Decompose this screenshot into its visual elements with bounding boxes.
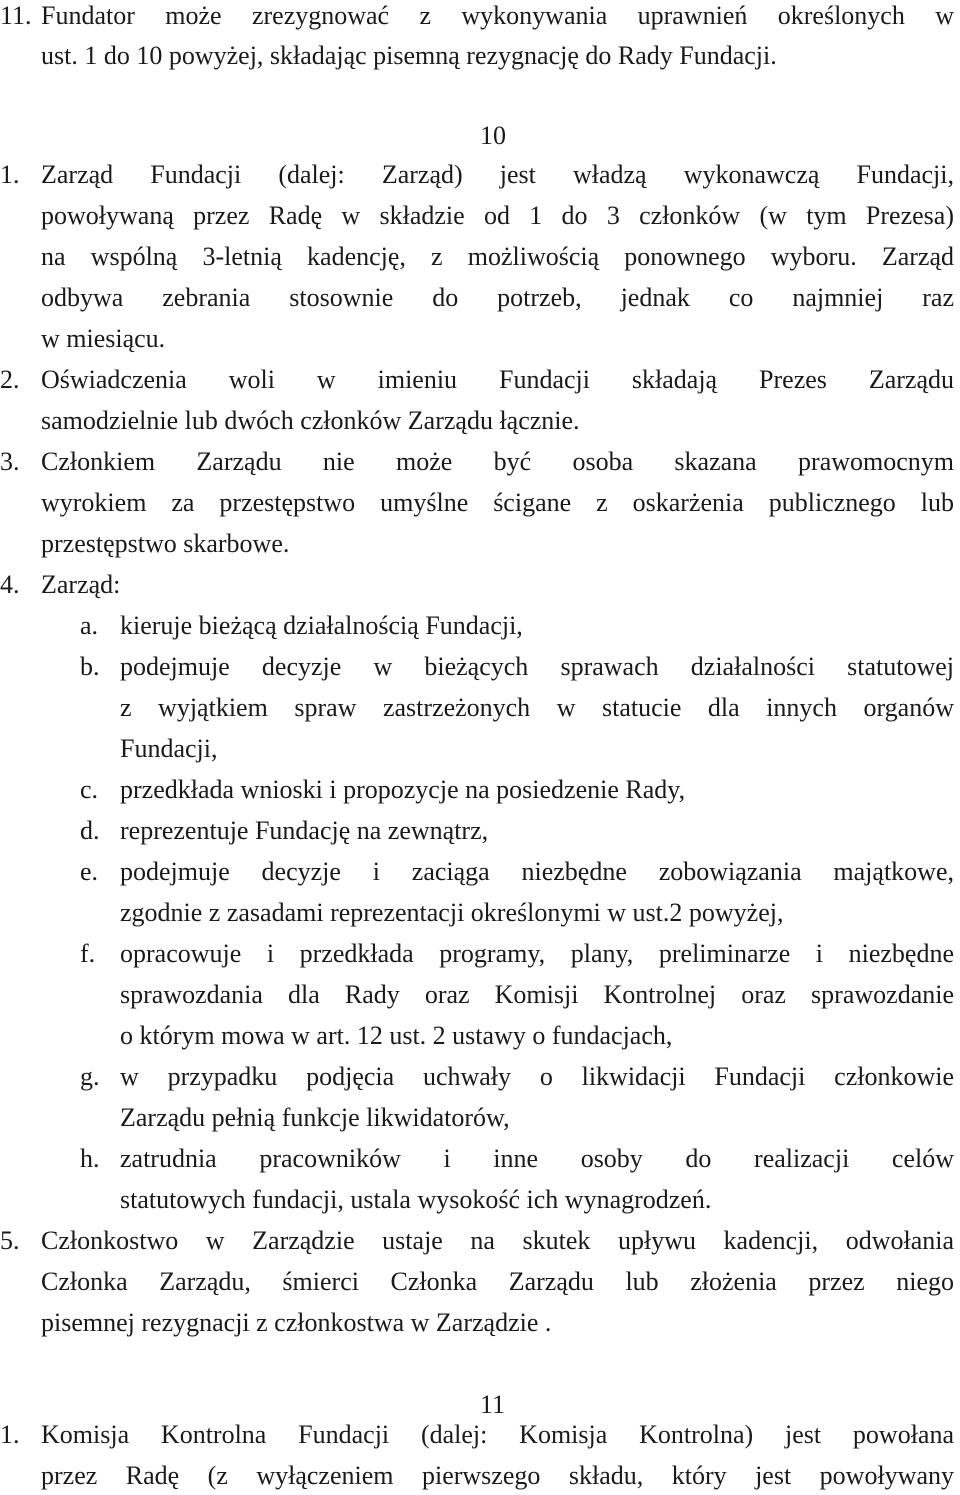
paragraph-line: przez Radę (z wyłączeniem pierwszego składu, który jest powoływany: [41, 1461, 954, 1490]
list-number: 5.: [0, 1226, 20, 1255]
paragraph-line: Komisja Kontrolna Fundacji (dalej: Komisja Kontrolna) jest powołana: [41, 1420, 954, 1449]
list-item-line: zgodnie z zasadami reprezentacji określonymi w ust.2 powyżej,: [120, 898, 784, 927]
list-item-line: Fundacji,: [120, 734, 218, 763]
paragraph-line: pisemnej rezygnacji z członkostwa w Zarządzie .: [41, 1308, 552, 1337]
section-heading: 10: [480, 121, 506, 150]
list-item-line: w przypadku podjęcia uchwały o likwidacji Fundacji członkowie: [120, 1062, 954, 1091]
section-heading: 11: [480, 1390, 506, 1419]
list-letter: a.: [80, 611, 99, 640]
paragraph-line: Członkostwo w Zarządzie ustaje na skutek upływu kadencji, odwołania: [41, 1226, 954, 1255]
list-item-line: reprezentuje Fundację na zewnątrz,: [120, 816, 489, 845]
list-letter: d.: [80, 816, 100, 845]
list-item-line: przedkłada wnioski i propozycje na posiedzenie Rady,: [120, 775, 686, 804]
paragraph-line: ust. 1 do 10 powyżej, składając pisemną rezygnację do Rady Fundacji.: [41, 41, 777, 70]
paragraph-line: Zarząd:: [41, 570, 121, 599]
list-letter: b.: [80, 652, 100, 681]
list-number: 1.: [0, 1420, 20, 1449]
list-item-line: zatrudnia pracowników i inne osoby do realizacji celów: [120, 1144, 954, 1173]
list-letter: c.: [80, 775, 99, 804]
list-item-line: o którym mowa w art. 12 ust. 2 ustawy o fundacjach,: [120, 1021, 673, 1050]
list-item-line: statutowych fundacji, ustala wysokość ich wynagrodzeń.: [120, 1185, 712, 1214]
list-item-line: Zarządu pełnią funkcje likwidatorów,: [120, 1103, 510, 1132]
list-item-line: podejmuje decyzje w bieżących sprawach działalności statutowej: [120, 652, 954, 681]
paragraph-line: wyrokiem za przestępstwo umyślne ścigane z oskarżenia publicznego lub: [41, 488, 954, 517]
list-letter: h.: [80, 1144, 100, 1173]
list-letter: g.: [80, 1062, 100, 1091]
list-letter: e.: [80, 857, 99, 886]
paragraph-line: Zarząd Fundacji (dalej: Zarząd) jest władzą wykonawczą Fundacji,: [41, 160, 954, 189]
paragraph-line: odbywa zebrania stosownie do potrzeb, jednak co najmniej raz: [41, 283, 954, 312]
list-number: 1.: [0, 160, 20, 189]
list-item-line: opracowuje i przedkłada programy, plany, preliminarze i niezbędne: [120, 939, 954, 968]
list-item-line: sprawozdania dla Rady oraz Komisji Kontrolnej oraz sprawozdanie: [120, 980, 954, 1009]
paragraph-line: powoływaną przez Radę w składzie od 1 do 3 członków (w tym Prezesa): [41, 201, 954, 230]
list-number: 2.: [0, 365, 20, 394]
paragraph-line: Członka Zarządu, śmierci Członka Zarządu lub złożenia przez niego: [41, 1267, 954, 1296]
list-number: 11.: [0, 1, 32, 30]
paragraph-line: Członkiem Zarządu nie może być osoba skazana prawomocnym: [41, 447, 954, 476]
paragraph-line: Oświadczenia woli w imieniu Fundacji składają Prezes Zarządu: [41, 365, 954, 394]
list-item-line: kieruje bieżącą działalnością Fundacji,: [120, 611, 523, 640]
list-letter: f.: [80, 939, 96, 968]
paragraph-line: przestępstwo skarbowe.: [41, 529, 290, 558]
paragraph-line: samodzielnie lub dwóch członków Zarządu łącznie.: [41, 406, 580, 435]
list-item-line: podejmuje decyzje i zaciąga niezbędne zobowiązania majątkowe,: [120, 857, 954, 886]
list-number: 4.: [0, 570, 20, 599]
list-item-line: z wyjątkiem spraw zastrzeżonych w statucie dla innych organów: [120, 693, 954, 722]
paragraph-line: w miesiącu.: [41, 324, 166, 353]
paragraph-line: na wspólną 3-letnią kadencję, z możliwością ponownego wyboru. Zarząd: [41, 242, 954, 271]
list-number: 3.: [0, 447, 20, 476]
paragraph-line: Fundator może zrezygnować z wykonywania uprawnień określonych w: [41, 1, 954, 30]
